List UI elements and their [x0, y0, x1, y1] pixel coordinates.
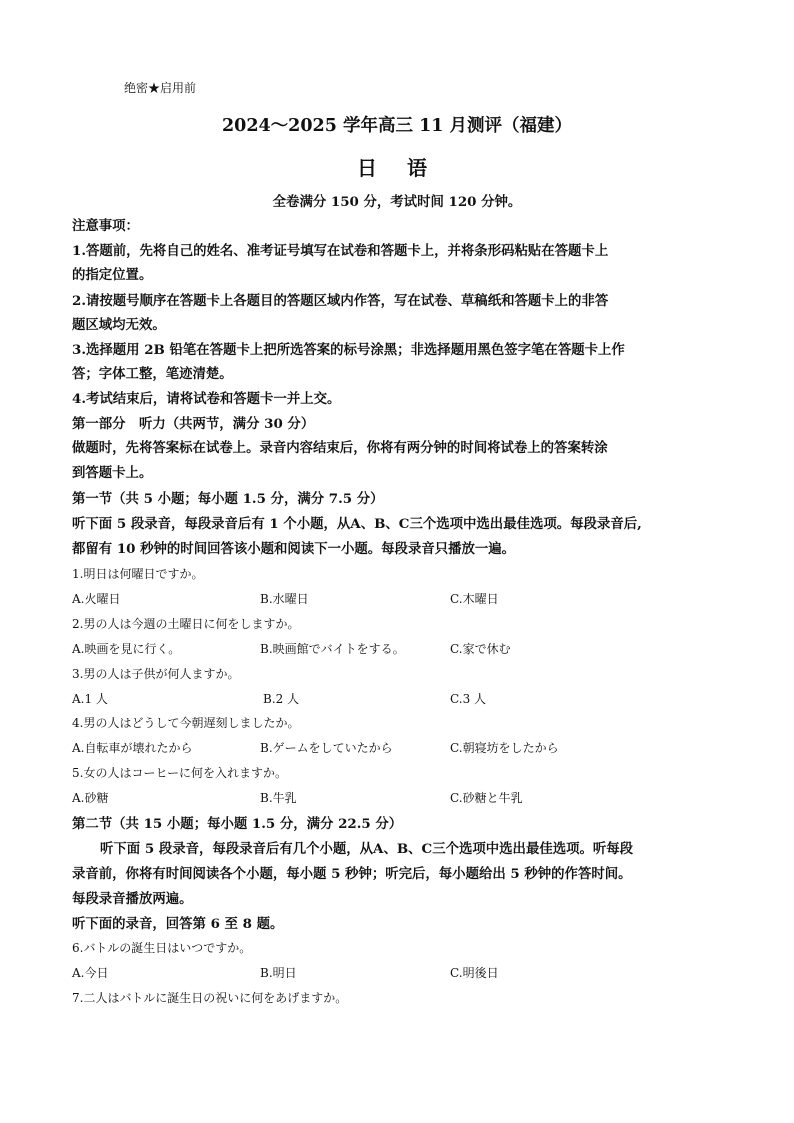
option-b: B.映画館でバイトをする。	[260, 642, 405, 656]
note-item-cont: 题区域均无效。	[72, 317, 166, 333]
confidential-label: 绝密★启用前	[124, 81, 197, 95]
question-6: 6.バトルの誕生日はいつですか。	[72, 941, 252, 955]
score-info: 全卷满分 150 分，考试时间 120 分钟。	[272, 194, 522, 210]
option-a: A.今日	[72, 966, 109, 980]
section2-instructions-cont: 每段录音播放两遍。	[72, 891, 193, 907]
option-c: C.3 人	[450, 692, 487, 706]
section2-instructions-cont: 录音前，你将有时间阅读各个小题，每小题 5 秒钟；听完后，每小题给出 5 秒钟的作答时间。	[72, 866, 632, 882]
option-a: A.映画を見に行く。	[72, 642, 181, 656]
note-item-cont: 答；字体工整，笔迹清楚。	[72, 366, 233, 382]
question-4: 4.男の人はどうして今朝遅刻しましたか。	[72, 716, 300, 730]
group-heading: 听下面的录音，回答第 6 至 8 题。	[72, 916, 284, 932]
option-b: B.牛乳	[260, 791, 297, 805]
note-item: 4.考试结束后，请将试卷和答题卡一并上交。	[72, 391, 341, 407]
option-a: A.火曜日	[72, 592, 121, 606]
section1-instructions: 听下面 5 段录音，每段录音后有 1 个小题，从A、B、C三个选项中选出最佳选项。每段录音后,	[72, 516, 642, 532]
note-item: 3.选择题用 2B 铅笔在答题卡上把所选答案的标号涂黑；非选择题用黑色签字笔在答题卡上作	[72, 342, 625, 358]
option-c: C.明後日	[450, 966, 499, 980]
option-c: C.木曜日	[450, 592, 499, 606]
part1-heading: 第一部分 听力（共两节，满分 30 分）	[72, 416, 315, 432]
option-a: A.砂糖	[72, 791, 109, 805]
section2-heading: 第二节（共 15 小题；每小题 1.5 分，满分 22.5 分）	[72, 816, 403, 832]
part1-intro: 做题时，先将答案标在试卷上。录音内容结束后，你将有两分钟的时间将试卷上的答案转涂	[72, 440, 608, 456]
note-item: 2.请按题号顺序在答题卡上各题目的答题区域内作答，写在试卷、草稿纸和答题卡上的非答	[72, 293, 609, 309]
option-c: C.朝寝坊をしたから	[450, 741, 559, 755]
question-5: 5.女の人はコーヒーに何を入れますか。	[72, 766, 287, 780]
option-a: A.自転車が壊れたから	[72, 741, 193, 755]
option-b: B.ゲームをしていたから	[260, 741, 393, 755]
question-7: 7.二人はバトルに誕生日の祝いに何をあげますか。	[72, 991, 348, 1005]
option-b: B.明日	[260, 966, 297, 980]
notes-heading: 注意事项：	[72, 218, 139, 234]
option-a: A.1 人	[72, 692, 108, 706]
section1-heading: 第一节（共 5 小题；每小题 1.5 分，满分 7.5 分）	[72, 491, 384, 507]
option-c: C.砂糖と牛乳	[450, 791, 523, 805]
option-b: B.水曜日	[260, 592, 309, 606]
subject-title: 日语	[357, 156, 457, 180]
part1-intro-cont: 到答题卡上。	[72, 465, 153, 481]
option-b: B.2 人	[263, 692, 300, 706]
option-c: C.家で休む	[450, 642, 511, 656]
section2-instructions: 听下面 5 段录音，每段录音后有几个小题，从A、B、C三个选项中选出最佳选项。听每段	[100, 841, 634, 857]
question-2: 2.男の人は今週の土曜日に何をしますか。	[72, 617, 300, 631]
question-1: 1.明日は何曜日ですか。	[72, 567, 204, 581]
section1-instructions-cont: 都留有 10 秒钟的时间回答该小题和阅读下一小题。每段录音只播放一遍。	[72, 541, 516, 557]
note-item-cont: 的指定位置。	[72, 267, 153, 283]
note-item: 1.答题前，先将自己的姓名、准考证号填写在试卷和答题卡上，并将条形码粘贴在答题卡上	[72, 243, 609, 259]
exam-title: 2024～2025 学年高三 11 月测评（福建）	[221, 116, 573, 136]
question-3: 3.男の人は子供が何人ますか。	[72, 667, 240, 681]
